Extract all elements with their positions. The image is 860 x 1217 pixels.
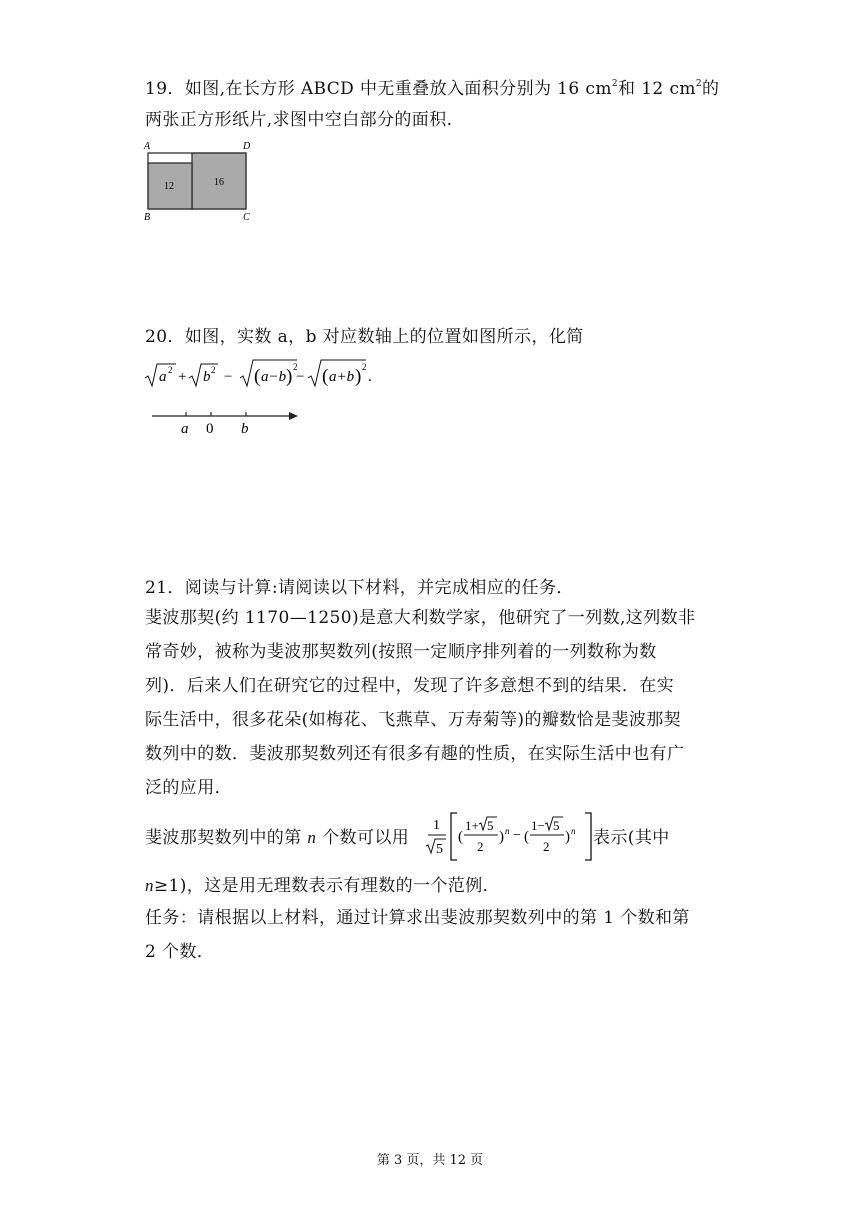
label-12: 12	[164, 181, 174, 192]
after-n: n	[145, 876, 154, 895]
expr-period: .	[368, 369, 372, 385]
label-d: D	[243, 141, 251, 152]
q19-line-2: 两张正方形纸片,求图中空白部分的面积.	[145, 110, 453, 130]
expr-minus-1: −	[224, 369, 233, 385]
expr-paren-close-1: )	[286, 366, 293, 387]
tick-label-b: b	[241, 421, 249, 437]
q20-expression	[144, 356, 374, 396]
q21-line-3: 常奇妙，被称为斐波那契数列(按照一定顺序排列着的一列数称为数	[145, 642, 657, 662]
expr-plus: +	[178, 369, 187, 385]
formula-exp-1: n	[505, 826, 510, 836]
q21-fibonacci-formula	[424, 808, 594, 864]
expr-b: b	[203, 369, 211, 385]
q19-rectangle-figure	[140, 138, 260, 228]
expr-exp-3: 2	[293, 362, 298, 372]
q19-text-a: 19．如图,在长方形 ABCD 中无重叠放入面积分别为 16 cm	[145, 79, 612, 99]
expr-a-plus-b: a+b	[329, 369, 355, 385]
arrow-icon	[289, 412, 298, 420]
expr-minus-2: −	[296, 369, 305, 385]
q21-line-1: 21．阅读与计算:请阅读以下材料，并完成相应的任务．	[145, 578, 574, 598]
expr-paren-open-1: (	[254, 366, 261, 387]
q19-text-c: 的	[702, 79, 720, 99]
expr-paren-open-2: (	[322, 366, 329, 387]
q21-formula-prefix	[145, 826, 409, 850]
q19-text-b: 和 12 cm	[618, 79, 696, 99]
q19-sup-2: 2	[695, 79, 703, 89]
q21-task-line-2: 2 个数．	[145, 942, 215, 962]
label-16: 16	[214, 177, 224, 188]
formula-five-c: 5	[553, 818, 560, 833]
formula-exp-2: n	[571, 826, 576, 836]
q21-line-4: 列)．后来人们在研究它的过程中，发现了许多意想不到的结果．在实	[145, 676, 675, 696]
formula-paren-3: (	[524, 829, 529, 845]
formula-mid-text: 个数可以用	[322, 828, 410, 848]
expr-a: a	[159, 369, 167, 385]
expr-a-minus-b: a−b	[261, 369, 287, 385]
formula-minus: −	[513, 828, 521, 843]
tick-label-zero: 0	[206, 421, 214, 437]
label-c: C	[243, 212, 250, 223]
formula-five-b: 5	[487, 818, 494, 833]
formula-five-a: 5	[436, 842, 443, 857]
formula-two-a: 2	[477, 839, 484, 854]
q21-formula-suffix: 表示(其中	[593, 828, 670, 848]
formula-numerator-1: 1+	[465, 818, 479, 833]
q20-number-line	[148, 404, 308, 438]
expr-exp-4: 2	[362, 362, 367, 372]
formula-paren-4: )	[565, 829, 570, 845]
formula-paren-2: )	[499, 829, 504, 845]
expr-paren-close-2: )	[355, 366, 362, 387]
q21-line-after-formula	[145, 874, 500, 898]
q19-sup-1: 2	[611, 79, 618, 89]
page-footer: 第 3 页，共 12 页	[376, 1153, 484, 1168]
label-a: A	[144, 141, 151, 152]
expr-exp-1: 2	[168, 365, 173, 375]
q21-line-5: 际生活中，很多花朵(如梅花、飞燕草、万寿菊等)的瓣数恰是斐波那契	[145, 710, 682, 730]
formula-paren-1: (	[458, 829, 463, 845]
formula-numerator-2: 1−	[531, 818, 545, 833]
q21-line-6: 数列中的数．斐波那契数列还有很多有趣的性质，在实际生活中也有广	[145, 744, 685, 764]
formula-n: n	[307, 828, 317, 847]
q20-line-1: 20．如图，实数 a，b 对应数轴上的位置如图所示，化简	[145, 327, 584, 347]
expr-exp-2: 2	[211, 365, 216, 375]
tick-label-a: a	[181, 421, 189, 437]
formula-prefix-text: 斐波那契数列中的第	[145, 828, 302, 848]
formula-two-b: 2	[543, 839, 550, 854]
label-b: B	[144, 212, 151, 223]
formula-one: 1	[433, 818, 440, 833]
q21-task-line-1: 任务：请根据以上材料，通过计算求出斐波那契数列中的第 1 个数和第	[145, 908, 690, 928]
q21-line-2: 斐波那契(约 1170—1250)是意大利数学家，他研究了一列数,这列数非	[145, 608, 696, 628]
q21-line-7: 泛的应用．	[145, 778, 232, 798]
q19-line-1	[145, 72, 719, 101]
after-text: ≥1)，这是用无理数表示有理数的一个范例．	[153, 876, 500, 896]
